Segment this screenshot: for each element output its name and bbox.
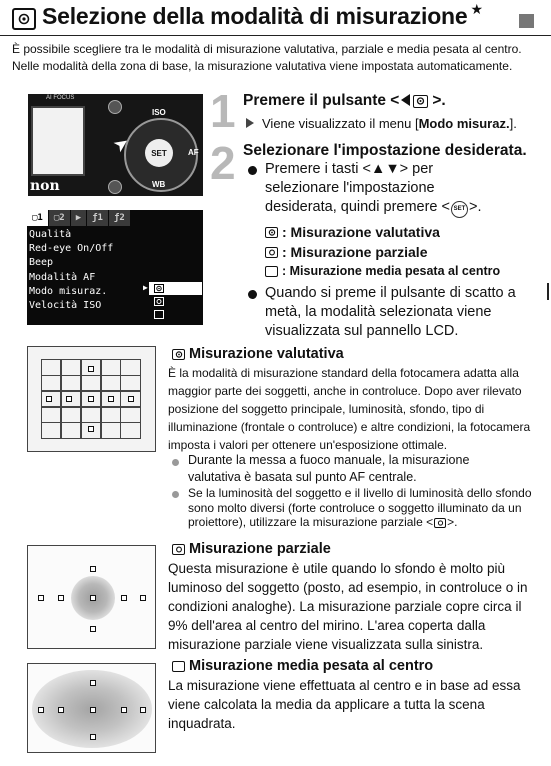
evaluative-bullet-2-b: >. (447, 515, 458, 529)
af-point (46, 396, 52, 402)
intro-text: È possibile scegliere tra le modalità di misurazione valutativa, parziale e media pesata al centro. Nelle modalità della zona di base, la misurazione valutativa viene impostata automaticamente. (12, 42, 522, 73)
partial-metering-icon (434, 518, 446, 528)
partial-section-body: Questa misurazione è utile quando lo sfondo è molto più luminoso del soggetto (posto, ad esempio, in controluce o in condizioni analoghe). La misurazione parziale copre circa il 9% dell'area al centro del mirino. L'area coperta dalla misurazione parziale viene visualizzata sulla sinistra. (168, 561, 528, 652)
menu-tab-shooting1: ▢1 (27, 210, 49, 226)
step-2-bullet-1 (265, 160, 505, 218)
metering-zone (41, 407, 141, 423)
menu-tab-playback: ▶ (71, 210, 87, 226)
af-point (38, 595, 44, 601)
step-1-result-suffix: ]. (509, 116, 517, 131)
camera-menu-screen (27, 210, 203, 325)
centerweighted-section-title-text: Misurazione media pesata al centro (189, 658, 434, 674)
partial-viewfinder-diagram (27, 545, 156, 649)
evaluative-section-title (172, 346, 344, 362)
menu-item: Red-eye On/Off (29, 243, 114, 255)
mode-evaluative (265, 224, 440, 240)
step-number: 2 (210, 137, 236, 189)
menu-selection-arrow-icon: ▶ (143, 283, 148, 292)
page-title (42, 3, 483, 30)
menu-tab-shooting2: ▢2 (49, 210, 71, 226)
camera-brand-fragment: non (30, 178, 60, 194)
step-2-title: Selezionare l'impostazione desiderata. (243, 142, 527, 159)
option-partial-icon (149, 295, 202, 308)
side-marker (547, 283, 549, 300)
menu-item-list (29, 228, 113, 313)
section-marker (519, 14, 534, 28)
step-1-result (246, 116, 517, 131)
camera-wb-label: WB (152, 180, 166, 189)
af-point (108, 396, 114, 402)
bullet-icon (172, 491, 179, 498)
af-point (90, 680, 96, 686)
centerweighted-section-title (172, 658, 433, 674)
af-point (88, 396, 94, 402)
mode-centerweighted-label: : Misurazione media pesata al centro (282, 264, 501, 278)
up-down-keys-icon: ▲▼ (370, 161, 400, 177)
bullet-icon (248, 290, 257, 299)
mode-evaluative-label: : Misurazione valutativa (282, 224, 440, 240)
camera-button (108, 100, 122, 114)
menu-item: Beep (29, 257, 54, 269)
camera-button (108, 180, 122, 194)
evaluative-bullet-2-a: Se la luminosità del soggetto e il livello di luminosità dello sfondo sono molto diversi (forte controluce o soggetto illuminato da un proiettore), utilizzare la misurazione parziale < (188, 486, 532, 529)
result-arrow-icon (246, 118, 254, 128)
camera-af-label: AF (188, 148, 199, 157)
left-arrow-icon (401, 94, 410, 106)
af-point (140, 707, 146, 713)
evaluative-metering-icon (413, 95, 428, 108)
menu-tab-setup1: ƒ1 (87, 210, 109, 226)
evaluative-metering-icon (265, 227, 278, 238)
partial-metering-icon (172, 544, 185, 555)
step-1-result-menu: Modo misuraz. (418, 116, 510, 131)
evaluative-metering-icon (172, 349, 185, 360)
af-point (58, 595, 64, 601)
af-point (90, 566, 96, 572)
af-point (121, 707, 127, 713)
pointing-arrow-icon: ➤ (109, 131, 134, 157)
set-button-icon: SET (451, 201, 468, 218)
camera-lcd-label: AI FOCUS (46, 95, 75, 101)
af-point (140, 595, 146, 601)
camera-lcd-screen (31, 106, 85, 176)
af-point (66, 396, 72, 402)
centerweighted-section-body: La misurazione viene effettuata al centro e in base ad essa viene calcolata la media da applicare a tutta la scena inquadrata. (168, 678, 521, 731)
af-point (121, 595, 127, 601)
partial-metering-icon (265, 247, 278, 258)
centerweighted-viewfinder-diagram (27, 663, 156, 753)
menu-item: Qualità (29, 229, 72, 240)
camera-back-photo (28, 94, 203, 196)
evaluative-section-body: È la modalità di misurazione standard della fotocamera adatta alla maggior parte dei soggetti, anche in controluce. Dopo aver rilevato posizione del soggetto principale, luminosità, sfondo, tipo di illuminazione (frontale o controluce) e altre condizioni, la fotocamera imposta i valori per ottenere un'esposizione ottimale. (168, 366, 531, 452)
metering-zone (41, 375, 141, 391)
star-icon: ★ (470, 1, 483, 17)
mode-centerweighted (265, 264, 500, 278)
bullet-icon (172, 459, 179, 466)
bullet-icon (248, 166, 257, 175)
evaluative-metering-icon (12, 8, 36, 30)
centerweighted-metering-icon (265, 266, 278, 277)
af-point (88, 366, 94, 372)
menu-item: Velocità ISO (29, 300, 102, 312)
menu-tabs (27, 210, 203, 226)
af-point (58, 707, 64, 713)
evaluative-bullet-2 (188, 486, 538, 530)
af-point (90, 734, 96, 740)
af-point (88, 426, 94, 432)
partial-section-title-text: Misurazione parziale (189, 541, 331, 557)
centerweighted-metering-icon (172, 661, 185, 672)
step-1-title-suffix: >. (432, 92, 446, 109)
header-divider (0, 35, 551, 36)
partial-section-title (172, 541, 331, 557)
metering-options (149, 282, 202, 321)
step-1-title (243, 92, 446, 110)
step-2-bullet-1-b: > per selezionare l'impostazione desiderata, quindi premere < (265, 161, 450, 215)
step-2-bullet-1-c: >. (469, 199, 482, 215)
mode-partial (265, 244, 427, 260)
page-title-text: Selezione della modalità di misurazione (42, 3, 468, 29)
af-point (90, 626, 96, 632)
option-centerweighted-icon (149, 308, 202, 321)
camera-set-button: SET (145, 139, 173, 167)
menu-tab-setup2: ƒ2 (109, 210, 131, 226)
evaluative-bullet-1: Durante la messa a fuoco manuale, la misurazione valutativa è basata sul punto AF centrale. (188, 453, 470, 484)
evaluative-viewfinder-diagram (27, 346, 156, 452)
step-1-title-prefix: Premere il pulsante < (243, 92, 400, 109)
step-2-bullet-1-a: Premere i tasti < (265, 161, 371, 177)
af-point (90, 707, 96, 713)
af-point (90, 595, 96, 601)
af-point (128, 396, 134, 402)
menu-item: Modalità AF (29, 271, 96, 283)
af-point (38, 707, 44, 713)
evaluative-section-title-text: Misurazione valutativa (189, 346, 344, 362)
step-number: 1 (210, 85, 236, 137)
step-2-bullet-2: Quando si preme il pulsante di scatto a metà, la modalità selezionata viene visualizzata sul pannello LCD. (265, 285, 516, 339)
camera-iso-label: ISO (152, 108, 166, 117)
step-1-result-prefix: Viene visualizzato il menu [ (262, 116, 419, 131)
option-evaluative-icon (149, 282, 202, 295)
menu-item-selected: Modo misuraz. (29, 285, 108, 297)
mode-partial-label: : Misurazione parziale (282, 244, 428, 260)
